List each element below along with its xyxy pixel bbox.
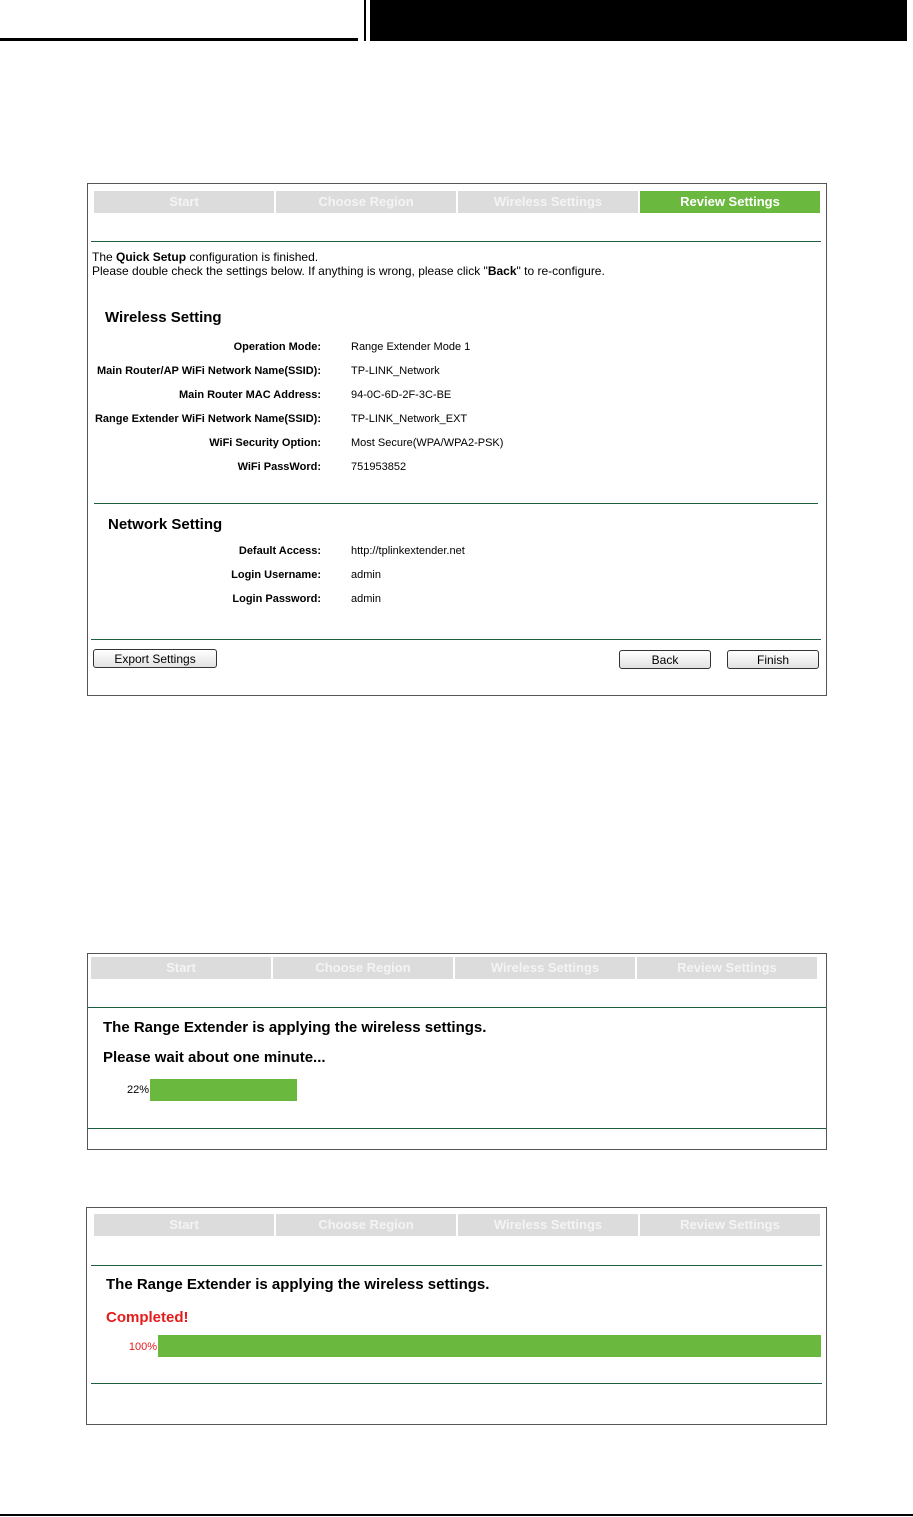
hint-suffix: " to re-configure. [516,264,605,278]
step-start[interactable]: Start [91,957,271,979]
wait-message: Please wait about one minute... [103,1049,326,1066]
progress-bar [150,1079,297,1101]
applying-panel [87,953,827,1150]
step-start[interactable]: Start [94,191,274,213]
wizard-steps [91,957,817,979]
login-username-value: admin [351,569,381,581]
step-wireless-settings[interactable]: Wireless Settings [458,191,638,213]
intro-suffix: configuration is finished. [186,250,319,264]
header-divider [364,0,366,41]
divider [94,503,818,504]
security-option-label: WiFi Security Option: [209,437,321,449]
network-setting-title: Network Setting [108,516,223,533]
applying-message: The Range Extender is applying the wireless settings. [103,1019,487,1036]
step-review-settings[interactable]: Review Settings [640,191,820,213]
hint-bold: Back [487,264,517,278]
footer-rule [0,1514,913,1516]
divider [88,1007,826,1008]
login-password-value: admin [351,593,381,605]
hint-prefix: Please double check the settings below. If anything is wrong, please click " [92,264,488,278]
completed-status: Completed! [106,1309,189,1326]
step-review-settings[interactable]: Review Settings [640,1214,820,1236]
step-wireless-settings[interactable]: Wireless Settings [455,957,635,979]
step-start[interactable]: Start [94,1214,274,1236]
progress-bar [158,1335,821,1357]
wifi-password-label: WiFi PassWord: [237,461,321,473]
main-router-ssid-value: TP-LINK_Network [351,365,440,377]
default-access-label: Default Access: [238,545,321,557]
applying-message: The Range Extender is applying the wireless settings. [106,1276,490,1293]
divider [91,241,821,242]
step-choose-region[interactable]: Choose Region [273,957,453,979]
intro-bold: Quick Setup [116,250,187,264]
step-wireless-settings[interactable]: Wireless Settings [458,1214,638,1236]
step-choose-region[interactable]: Choose Region [276,191,456,213]
intro-text [92,250,318,264]
security-option-value: Most Secure(WPA/WPA2-PSK) [351,437,504,449]
completed-panel [86,1207,827,1425]
login-password-label: Login Password: [232,593,321,605]
finish-button[interactable]: Finish [727,650,819,669]
login-username-label: Login Username: [231,569,321,581]
extender-ssid-label: Range Extender WiFi Network Name(SSID): [94,413,321,425]
operation-mode-label: Operation Mode: [233,341,321,353]
intro-prefix: The [92,250,117,264]
wizard-steps [94,1214,820,1236]
extender-ssid-value: TP-LINK_Network_EXT [351,413,468,425]
divider [91,1265,822,1266]
export-settings-button[interactable]: Export Settings [93,649,217,668]
divider [91,1383,822,1384]
operation-mode-value: Range Extender Mode 1 [351,341,471,353]
progress-percent: 100% [128,1341,157,1353]
default-access-value: http://tplinkextender.net [351,545,465,557]
hint-text [92,264,605,278]
progress-percent: 22% [126,1084,149,1096]
main-router-mac-label: Main Router MAC Address: [179,389,321,401]
wizard-steps [94,191,820,213]
step-review-settings[interactable]: Review Settings [637,957,817,979]
divider [88,1128,826,1129]
review-settings-panel [87,183,827,696]
main-router-mac-value: 94-0C-6D-2F-3C-BE [351,389,452,401]
divider [91,639,821,640]
wireless-setting-title: Wireless Setting [105,309,222,326]
header-rule [0,38,358,41]
header-bar [370,0,907,41]
step-choose-region[interactable]: Choose Region [276,1214,456,1236]
wifi-password-value: 751953852 [351,461,407,473]
main-router-ssid-label: Main Router/AP WiFi Network Name(SSID): [96,365,321,377]
back-button[interactable]: Back [619,650,711,669]
